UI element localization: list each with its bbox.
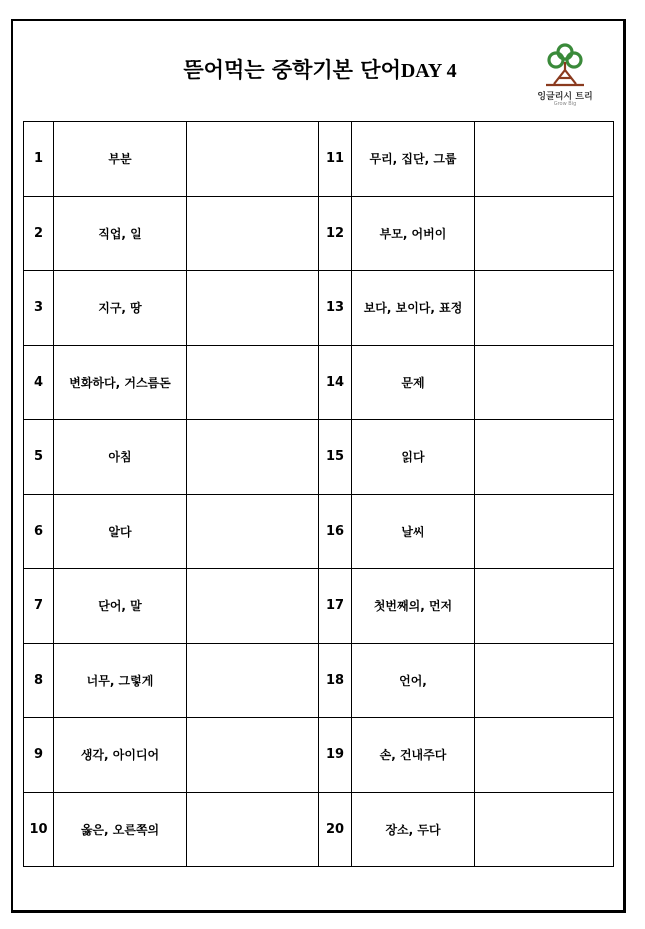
word-meaning: 첫번째의, 먼저: [352, 569, 475, 644]
word-number: 13: [319, 271, 352, 346]
word-number: 6: [24, 494, 54, 569]
word-number: 12: [319, 196, 352, 271]
word-meaning: 언어,: [352, 643, 475, 718]
word-number: 5: [24, 420, 54, 495]
word-meaning: 알다: [54, 494, 187, 569]
answer-cell[interactable]: [475, 345, 614, 420]
word-meaning: 날씨: [352, 494, 475, 569]
page-title: [120, 54, 520, 84]
answer-cell[interactable]: [187, 569, 319, 644]
word-number: 18: [319, 643, 352, 718]
word-meaning: 아침: [54, 420, 187, 495]
answer-cell[interactable]: [475, 494, 614, 569]
table-row: [24, 122, 614, 197]
word-number: 16: [319, 494, 352, 569]
vocabulary-table: [23, 121, 614, 867]
word-meaning: 변화하다, 거스름돈: [54, 345, 187, 420]
answer-cell[interactable]: [187, 420, 319, 495]
answer-cell[interactable]: [187, 792, 319, 867]
word-number: 1: [24, 122, 54, 197]
table-row: [24, 718, 614, 793]
word-meaning: 직업, 일: [54, 196, 187, 271]
word-meaning: 생각, 아이디어: [54, 718, 187, 793]
logo-brand-name: 잉글리시 트리: [537, 92, 593, 102]
answer-cell[interactable]: [475, 420, 614, 495]
answer-cell[interactable]: [475, 271, 614, 346]
word-meaning: 장소, 두다: [352, 792, 475, 867]
answer-cell[interactable]: [475, 643, 614, 718]
answer-cell[interactable]: [475, 196, 614, 271]
word-meaning: 단어, 말: [54, 569, 187, 644]
word-number: 11: [319, 122, 352, 197]
word-meaning: 읽다: [352, 420, 475, 495]
table-row: [24, 196, 614, 271]
word-meaning: 부모, 어버이: [352, 196, 475, 271]
table-row: [24, 345, 614, 420]
word-number: 15: [319, 420, 352, 495]
word-meaning: 지구, 땅: [54, 271, 187, 346]
word-number: 2: [24, 196, 54, 271]
table-row: [24, 494, 614, 569]
tree-logo-icon: [530, 42, 600, 88]
answer-cell[interactable]: [187, 122, 319, 197]
word-number: 14: [319, 345, 352, 420]
word-meaning: 손, 건내주다: [352, 718, 475, 793]
answer-cell[interactable]: [475, 792, 614, 867]
word-number: 8: [24, 643, 54, 718]
title-text: 뜯어먹는 중학기본 단어: [183, 58, 401, 82]
word-meaning: 옳은, 오른쪽의: [54, 792, 187, 867]
answer-cell[interactable]: [187, 345, 319, 420]
title-day: DAY 4: [400, 60, 457, 82]
answer-cell[interactable]: [475, 718, 614, 793]
word-number: 4: [24, 345, 54, 420]
answer-cell[interactable]: [187, 271, 319, 346]
word-meaning: 너무, 그렇게: [54, 643, 187, 718]
table-row: [24, 420, 614, 495]
word-number: 9: [24, 718, 54, 793]
answer-cell[interactable]: [475, 569, 614, 644]
logo-tagline: Grow Big: [553, 101, 577, 107]
word-number: 3: [24, 271, 54, 346]
word-number: 7: [24, 569, 54, 644]
answer-cell[interactable]: [187, 494, 319, 569]
word-meaning: 부분: [54, 122, 187, 197]
table-row: [24, 792, 614, 867]
word-number: 10: [24, 792, 54, 867]
english-tree-logo: [530, 42, 600, 114]
answer-cell[interactable]: [475, 122, 614, 197]
word-meaning: 무리, 집단, 그룹: [352, 122, 475, 197]
word-meaning: 문제: [352, 345, 475, 420]
answer-cell[interactable]: [187, 196, 319, 271]
table-row: [24, 643, 614, 718]
answer-cell[interactable]: [187, 643, 319, 718]
word-number: 19: [319, 718, 352, 793]
word-number: 20: [319, 792, 352, 867]
table-row: [24, 569, 614, 644]
word-meaning: 보다, 보이다, 표정: [352, 271, 475, 346]
table-row: [24, 271, 614, 346]
answer-cell[interactable]: [187, 718, 319, 793]
word-number: 17: [319, 569, 352, 644]
